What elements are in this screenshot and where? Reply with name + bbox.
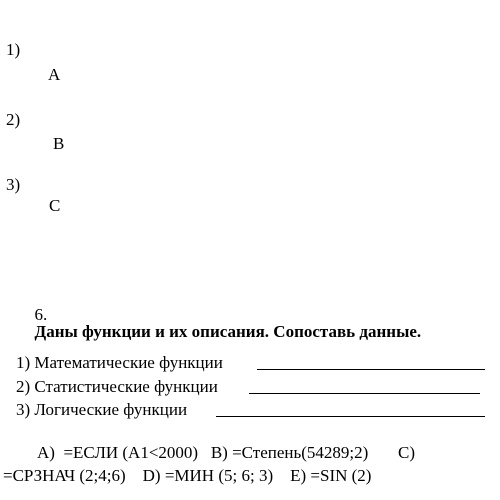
list-letter-b: B: [53, 134, 65, 153]
blank-line-math[interactable]: [257, 369, 485, 370]
blank-line-logic[interactable]: [216, 416, 485, 417]
category-logic: 3) Логические функции: [16, 400, 188, 419]
category-math: 1) Математические функции: [16, 353, 223, 372]
task-number: 6.: [34, 305, 48, 324]
task-title: Даны функции и их описания. Сопоставь данные.: [34, 322, 422, 341]
category-stat: 2) Статистические функции: [16, 377, 218, 396]
answer-options-line-2: =СРЗНАЧ (2;4;6) D) =МИН (5; 6; 3) E) =SIN (2): [3, 466, 372, 485]
list-number-2: 2): [6, 110, 21, 129]
list-letter-a: A: [48, 65, 61, 84]
blank-line-stat[interactable]: [249, 393, 480, 394]
answer-options-line-1: A) =ЕСЛИ (А1<2000) B) =Степень(54289;2) C): [37, 443, 416, 462]
list-number-1: 1): [6, 40, 21, 59]
list-number-3: 3): [6, 175, 21, 194]
task-heading: [26, 289, 421, 340]
list-letter-c: C: [49, 196, 61, 215]
